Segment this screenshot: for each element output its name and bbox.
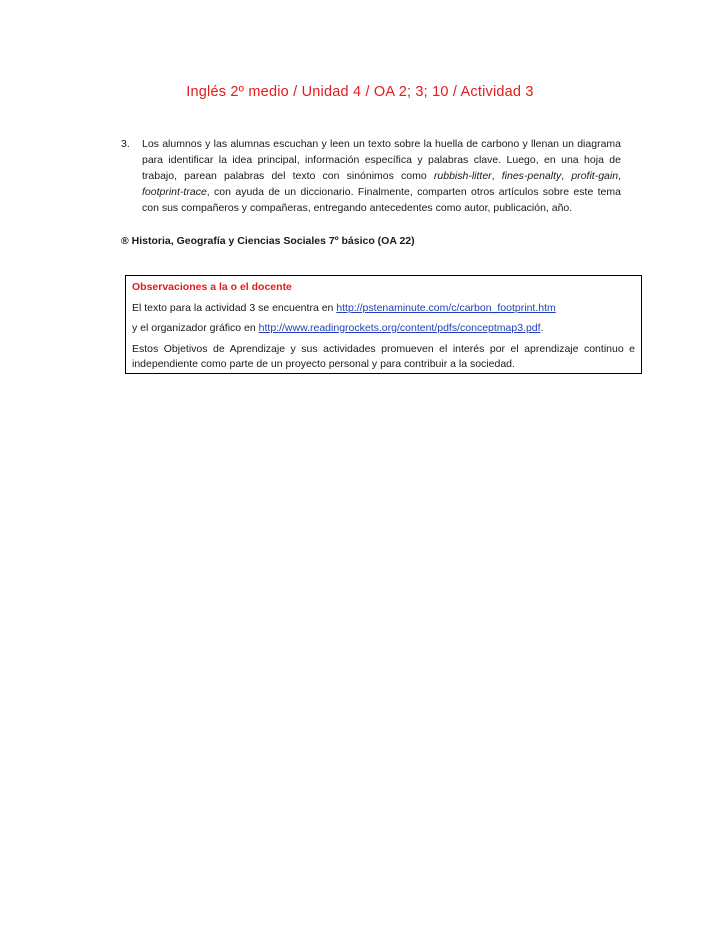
separator: , — [491, 170, 502, 182]
notes-text-link-line — [132, 301, 635, 315]
activity-text-intro: Los alumnos y las alumnas escuchan y leen un texto sobre la huella de carbono y llenan un diagrama para identificar la idea principal, información específica y palabras clave. Luego, en una hoja de trabajo, parean palabras del texto con sinónimos como — [142, 138, 621, 182]
separator: , — [561, 170, 572, 182]
activity-description — [142, 136, 621, 216]
notes-text: El texto para la actividad 3 se encuentra en — [132, 302, 337, 314]
cross-curricular-reference: ® Historia, Geografía y Ciencias Sociales 7º básico (OA 22) — [121, 235, 415, 247]
notes-text-end: . — [540, 322, 544, 334]
notes-text: y el organizador gráfico en — [132, 322, 259, 334]
notes-paragraph: Estos Objetivos de Aprendizaje y sus actividades promueven el interés por el aprendizaje continuo e independiente como parte de un proyecto personal y para contribuir a la sociedad. — [132, 343, 635, 370]
teacher-notes-box — [125, 275, 642, 374]
concept-map-link[interactable]: http://www.readingrockets.org/content/pdfs/conceptmap3.pdf — [258, 322, 541, 334]
teacher-notes-title: Observaciones a la o el docente — [132, 281, 292, 293]
page-title: Inglés 2º medio / Unidad 4 / OA 2; 3; 10 / Actividad 3 — [186, 84, 534, 100]
carbon-footprint-text-link[interactable]: http://pstenaminute.com/c/carbon_footprint.htm — [336, 302, 556, 314]
notes-organizer-link-line — [132, 321, 635, 335]
vocabulary-pair-rubbish-litter: rubbish-litter — [433, 170, 492, 182]
vocabulary-pair-footprint-trace: footprint-trace — [142, 186, 207, 198]
vocabulary-pair-fines-penalty: fines-penalty — [501, 170, 562, 182]
separator: , — [618, 170, 621, 182]
activity-number: 3. — [121, 138, 130, 150]
activity-item — [121, 136, 621, 216]
activity-text-outro: , con ayuda de un diccionario. Finalmente, comparten otros artículos sobre este tema con sus compañeros y compañeras, entregando antecedentes como autor, publicación, año. — [142, 186, 621, 214]
vocabulary-pair-profit-gain: profit-gain — [571, 170, 619, 182]
